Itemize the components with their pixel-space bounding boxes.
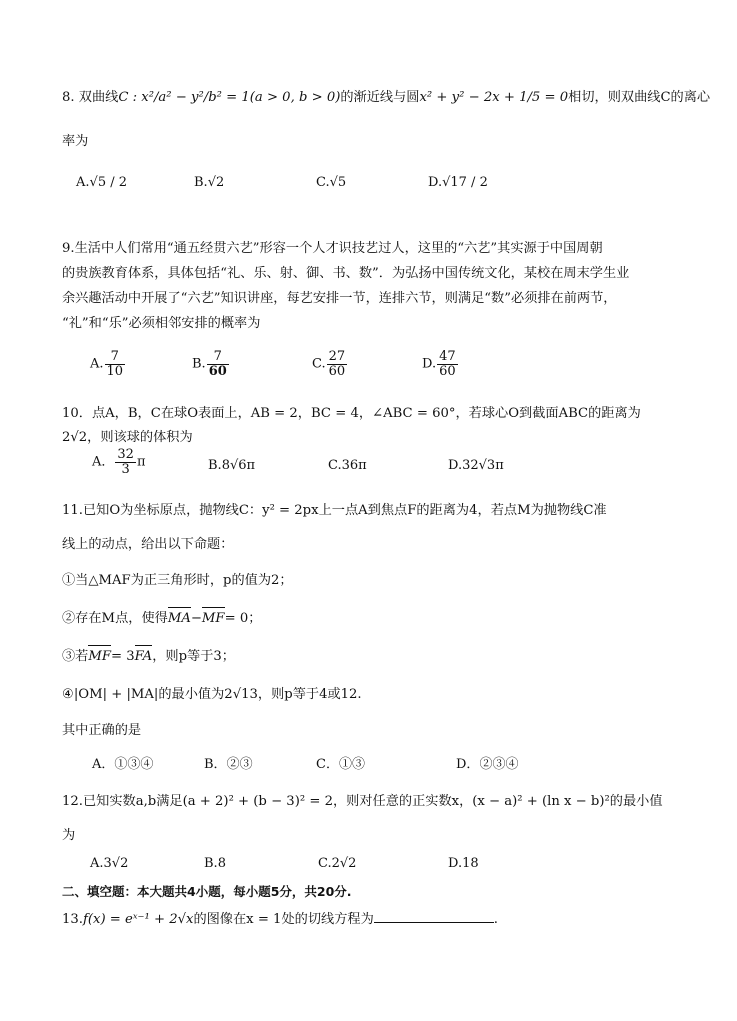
option-d: D.32√3π bbox=[448, 458, 504, 473]
option-b: B. $\frac{7}{60}$ bbox=[192, 349, 227, 379]
question-text: 2√2，则该球的体积为 bbox=[62, 430, 193, 445]
question-text: 率为 bbox=[62, 134, 89, 149]
question-text: 12.已知实数a,b满足(a + 2)² + (b − 3)² = 2，则对任意的正实数x，(x − a)² + (ln x − b)²的最小值 bbox=[62, 794, 663, 809]
question-text: 10．点A，B，C在球O表面上，AB = 2，BC = 4，∠ABC = 60°，若球心O到截面ABC的距离为 bbox=[62, 406, 641, 421]
vector-ma: MA bbox=[168, 609, 191, 629]
question-12-options bbox=[90, 856, 650, 880]
option-d: D. $\frac{47}{60}$ bbox=[422, 349, 456, 379]
option-d: D.√17 / 2 bbox=[428, 175, 488, 190]
circle-equation: x² + y² − 2x + 1/5 = 0 bbox=[419, 90, 569, 105]
question-9-options bbox=[90, 350, 590, 390]
question-8 bbox=[62, 88, 711, 152]
question-text: 线上的动点，给出以下命题： bbox=[62, 537, 234, 552]
statement-2: ②存在M点，使得MA−MF= 0； bbox=[62, 609, 687, 629]
statement-4: ④|OM| + |MA|的最小值为2√13，则p等于4或12. bbox=[62, 687, 362, 702]
question-11-options bbox=[92, 753, 652, 777]
option-c: C.√5 bbox=[316, 175, 347, 190]
question-text: 8. 双曲线 bbox=[62, 90, 119, 105]
option-a: A． $\frac{32}{3}$ π bbox=[92, 447, 146, 477]
question-text: 9.生活中人们常用“通五经贯六艺”形容一个人才识技艺过人，这里的“六艺”其实源于中国周朝 bbox=[62, 241, 603, 256]
statement-1: ①当△MAF为正三角形时，p的值为2； bbox=[62, 573, 293, 588]
option-b: B．②③ bbox=[204, 757, 253, 772]
question-text: 余兴趣活动中开展了“六艺”知识讲座，每艺安排一节，连排六节，则满足“数”必须排在前两节， bbox=[62, 291, 617, 306]
question-8-stem bbox=[62, 88, 711, 108]
vector-mf: MF bbox=[88, 647, 111, 667]
question-9 bbox=[62, 236, 687, 336]
function-formula: f(x) = eˣ⁻¹ + 2√x bbox=[82, 912, 194, 927]
vector-mf: MF bbox=[202, 609, 225, 629]
option-d: D．②③④ bbox=[456, 757, 519, 772]
option-d: D.18 bbox=[448, 856, 479, 871]
question-13: 13.f(x) = eˣ⁻¹ + 2√x的图像在x = 1处的切线方程为 . bbox=[62, 912, 498, 927]
question-12 bbox=[62, 792, 687, 846]
option-c: C.36π bbox=[328, 458, 367, 473]
question-text: 的贵族教育体系，具体包括“礼、乐、射、御、书、数”．为弘扬中国传统文化，某校在周末学生业 bbox=[62, 266, 630, 281]
question-text: “礼”和“乐”必须相邻安排的概率为 bbox=[62, 316, 261, 331]
option-c: C．①③ bbox=[316, 757, 365, 772]
hyperbola-equation: C : x²/a² − y²/b² = 1(a > 0, b > 0) bbox=[118, 90, 341, 105]
option-b: B.8 bbox=[204, 856, 226, 871]
option-a: A.3√2 bbox=[90, 856, 129, 871]
statement-3: ③若MF= 3FA，则p等于3； bbox=[62, 647, 687, 667]
question-text: 11.已知O为坐标原点，抛物线C：y² = 2px上一点A到焦点F的距离为4，若点M为抛物线C准 bbox=[62, 503, 607, 518]
option-a: A．①③④ bbox=[92, 757, 154, 772]
question-text: 的渐近线与圆 bbox=[340, 90, 420, 105]
question-11 bbox=[62, 501, 687, 741]
vector-fa: FA bbox=[135, 647, 153, 667]
question-text: 其中正确的是 bbox=[62, 723, 142, 738]
option-b: B.8√6π bbox=[208, 458, 256, 473]
question-text: 为 bbox=[62, 828, 76, 843]
question-10 bbox=[62, 402, 687, 450]
section-heading: 二、填空题：本大题共4小题，每小题5分，共20分. bbox=[62, 884, 352, 899]
option-c: C. $\frac{27}{60}$ bbox=[312, 349, 346, 379]
option-a: A.√5 / 2 bbox=[76, 175, 128, 190]
answer-blank[interactable] bbox=[374, 910, 494, 923]
option-a: A. $\frac{7}{10}$ bbox=[90, 349, 124, 379]
option-b: B.√2 bbox=[194, 175, 225, 190]
question-text: 相切，则双曲线C的离心 bbox=[568, 90, 711, 105]
option-c: C.2√2 bbox=[318, 856, 357, 871]
question-10-options bbox=[92, 448, 652, 488]
question-8-options bbox=[76, 175, 676, 215]
